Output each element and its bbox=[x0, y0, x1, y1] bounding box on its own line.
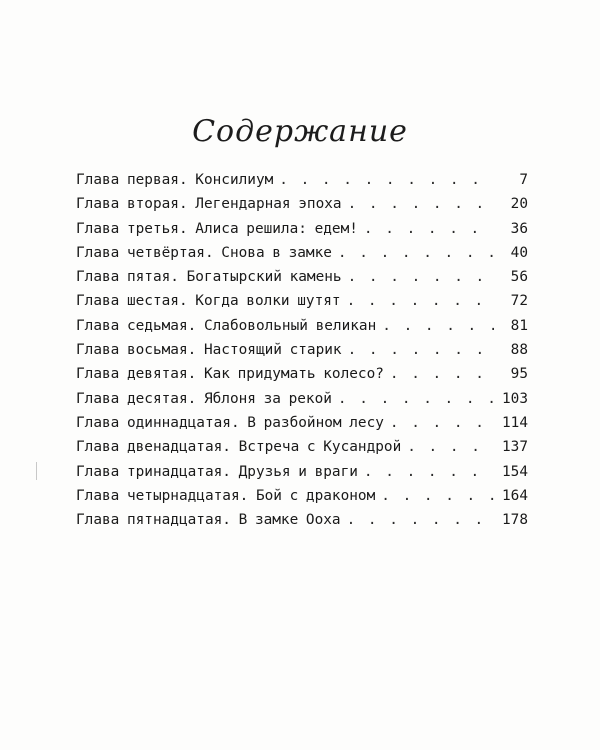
dot-leader bbox=[347, 293, 494, 309]
dot-leader bbox=[338, 245, 494, 261]
toc-entry bbox=[76, 172, 528, 196]
dot-leader bbox=[347, 512, 494, 528]
page-title: Содержание bbox=[192, 114, 408, 149]
chapter-title: Глава одиннадцатая. В разбойном лесу bbox=[76, 414, 384, 431]
toc-entry bbox=[76, 415, 528, 439]
dot-leader bbox=[348, 196, 494, 212]
toc-entry bbox=[76, 512, 528, 536]
chapter-title: Глава восьмая. Настоящий старик bbox=[76, 342, 342, 359]
toc-entry bbox=[76, 366, 528, 390]
page-number: 95 bbox=[510, 366, 528, 383]
dot-leader bbox=[279, 172, 494, 188]
table-of-contents bbox=[76, 172, 528, 536]
page-number: 7 bbox=[519, 172, 528, 188]
margin-mark bbox=[36, 462, 37, 480]
dot-leader bbox=[348, 269, 494, 285]
toc-entry bbox=[76, 488, 528, 512]
page-number: 88 bbox=[510, 342, 528, 359]
page-number: 81 bbox=[510, 317, 528, 334]
chapter-title: Глава первая. Консилиум bbox=[76, 172, 274, 188]
dot-leader bbox=[382, 318, 494, 334]
page-number: 72 bbox=[510, 293, 528, 310]
dot-leader bbox=[407, 439, 494, 455]
page-number: 178 bbox=[502, 512, 528, 529]
dot-leader bbox=[381, 488, 494, 504]
toc-entry bbox=[76, 318, 528, 342]
toc-entry bbox=[76, 196, 528, 220]
chapter-title: Глава тринадцатая. Друзья и враги bbox=[76, 463, 358, 480]
page-number: 56 bbox=[510, 269, 528, 286]
page-number: 154 bbox=[502, 463, 528, 480]
dot-leader bbox=[364, 464, 494, 480]
page-number: 137 bbox=[502, 439, 528, 456]
page-number: 114 bbox=[502, 414, 528, 431]
chapter-title: Глава четырнадцатая. Бой с драконом bbox=[76, 487, 376, 504]
toc-entry bbox=[76, 269, 528, 293]
chapter-title: Глава девятая. Как придумать колесо? bbox=[76, 366, 384, 383]
dot-leader bbox=[364, 221, 494, 237]
page-number: 20 bbox=[510, 196, 528, 213]
toc-entry bbox=[76, 464, 528, 488]
chapter-title: Глава третья. Алиса решила: едем! bbox=[76, 220, 358, 237]
chapter-title: Глава двенадцатая. Встреча с Кусандрой bbox=[76, 439, 402, 456]
chapter-title: Глава десятая. Яблоня за рекой bbox=[76, 390, 332, 407]
toc-entry bbox=[76, 391, 528, 415]
dot-leader bbox=[338, 391, 494, 407]
toc-entry bbox=[76, 439, 528, 463]
chapter-title: Глава пятая. Богатырский камень bbox=[76, 269, 342, 286]
toc-entry bbox=[76, 342, 528, 366]
toc-entry bbox=[76, 293, 528, 317]
chapter-title: Глава четвёртая. Снова в замке bbox=[76, 244, 332, 261]
chapter-title: Глава вторая. Легендарная эпоха bbox=[76, 196, 342, 213]
toc-entry bbox=[76, 221, 528, 245]
page-number: 40 bbox=[510, 244, 528, 261]
toc-entry bbox=[76, 245, 528, 269]
dot-leader bbox=[348, 342, 494, 358]
page-number: 36 bbox=[510, 220, 528, 237]
page-number: 103 bbox=[502, 390, 528, 407]
chapter-title: Глава седьмая. Слабовольный великан bbox=[76, 317, 377, 334]
page-number: 164 bbox=[502, 487, 528, 504]
chapter-title: Глава пятнадцатая. В замке Ооха bbox=[76, 512, 341, 529]
dot-leader bbox=[390, 415, 494, 431]
dot-leader bbox=[390, 366, 494, 382]
chapter-title: Глава шестая. Когда волки шутят bbox=[76, 293, 341, 310]
